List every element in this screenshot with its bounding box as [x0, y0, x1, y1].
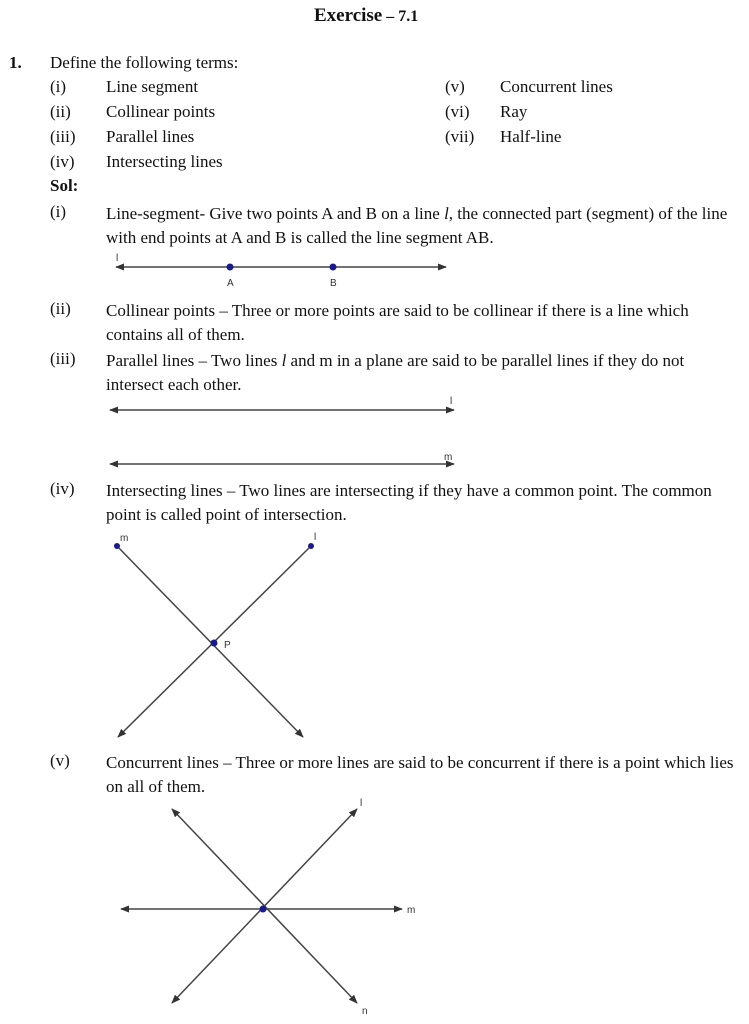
term-number: (i) — [50, 77, 67, 96]
line-segment-figure — [116, 253, 446, 289]
question-number: 1. — [9, 53, 22, 72]
answer-line-segment: Line-segment- Give two points A and B on a line l, the connected part (segment) of the line with end points at A and B is called the line segment AB. — [106, 204, 728, 247]
point-b — [330, 264, 337, 271]
term-number: (iii) — [50, 127, 76, 146]
answer-number: (ii) — [50, 299, 71, 318]
term-number: (iv) — [50, 152, 75, 171]
term-number: (vi) — [445, 102, 470, 121]
intersecting-lines-figure — [114, 532, 316, 737]
answer-parallel-lines: Parallel lines – Two lines l and m in a plane are said to be parallel lines if they do not intersect each other. — [106, 351, 685, 394]
term-label: Intersecting lines — [106, 152, 223, 171]
answer-number: (iv) — [50, 479, 75, 498]
term-label: Collinear points — [106, 102, 216, 121]
answer-number: (i) — [50, 202, 67, 221]
question-prompt: Define the following terms: — [50, 53, 239, 72]
term-label: Ray — [500, 102, 528, 121]
page-title: Exercise – 7.1 — [314, 5, 419, 26]
point-label-p: P — [224, 640, 231, 651]
line-label-m: m — [444, 452, 453, 463]
line-label-l: l — [116, 253, 119, 264]
line-label-m: m — [407, 905, 416, 916]
line-m — [117, 546, 303, 737]
point-label-b: B — [330, 278, 337, 289]
answer-intersecting-lines: Intersecting lines – Two lines are intersecting if they have a common point. The common point is called point of intersection. — [106, 481, 712, 524]
term-number: (v) — [445, 77, 465, 96]
answer-concurrent-lines: Concurrent lines – Three or more lines are said to be concurrent if there is a point which lies on all of them. — [106, 753, 734, 796]
point-p — [211, 640, 218, 647]
term-number: (vii) — [445, 127, 475, 146]
parallel-lines-figure — [110, 396, 454, 464]
line-label-l: l — [360, 798, 363, 809]
endpoint-l — [308, 543, 314, 549]
term-label: Half-line — [500, 127, 562, 146]
term-number: (ii) — [50, 102, 71, 121]
line-label-l: l — [314, 532, 317, 543]
concurrent-lines-figure — [121, 798, 415, 1017]
line-label-l: l — [450, 396, 453, 407]
answer-number: (iii) — [50, 349, 76, 368]
term-label: Parallel lines — [106, 127, 195, 146]
solution-heading: Sol: — [50, 176, 79, 195]
line-label-m: m — [120, 533, 129, 544]
point-label-a: A — [227, 278, 234, 289]
answer-number: (v) — [50, 751, 70, 770]
point-a — [227, 264, 234, 271]
term-label: Line segment — [106, 77, 199, 96]
point-of-concurrence — [260, 906, 267, 913]
answer-collinear-points: Collinear points – Three or more points are said to be collinear if there is a line which contains all of them. — [106, 301, 689, 344]
line-label-n: n — [362, 1006, 368, 1017]
term-label: Concurrent lines — [500, 77, 613, 96]
